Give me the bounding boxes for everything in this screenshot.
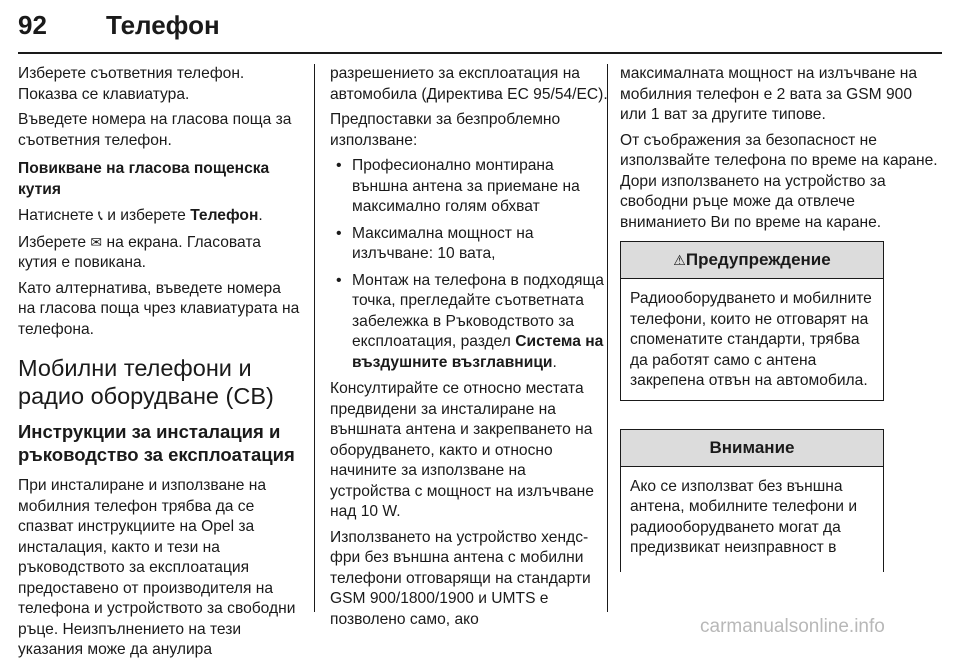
section-heading: Мобилни телефони и радио оборудване (CB) [18, 355, 274, 409]
paragraph: От съображения за безопасност не използвайте телефона по време на каране. Дори използването на устройство за свободни ръце може да отвлече вниманието Ви по време на каране. [620, 131, 938, 231]
caution-box [620, 429, 884, 572]
paragraph: Изберете ✉︎ на екрана. Гласовата кутия е повикана. [18, 233, 261, 271]
warning-box [620, 241, 884, 401]
header-rule [18, 52, 942, 54]
page-header [18, 4, 942, 56]
paragraph: разрешението за експлоатация на автомобила (Директива ЕС 95/54/ЕС). [330, 65, 608, 103]
paragraph: Използването на устройство хендс-фри без външна антена с мобилни телефони отговарящи на стандарти GSM 900/1800/1900 и UMTS е позволено само, ако [330, 528, 591, 628]
list-item: • Професионално монтирана външна антена за приемане на максимално голям обхват [330, 156, 610, 218]
warning-header: ⚠︎Предупреждение [621, 242, 883, 279]
column-divider [314, 64, 315, 612]
paragraph: Натиснете 📞︎ и изберете Телефон. [18, 207, 263, 224]
paragraph: Консултирайте се относно местата предвидени за инсталиране на външната антена и закрепването на оборудването, както и относно начините за използване на устройства с мощност на излъчване над 10 W. [330, 380, 594, 520]
list-item: • Монтаж на телефона в подходяща точка, прегледайте съответната забележка в Ръководството за експлоатация, раздел Система на въздушните възглавници. [330, 271, 610, 374]
warning-text: Радиооборудването и мобилните телефони, които не отговарят на споменатите стандарти, трябва да работят само с антена закрепена отвън на автомобила. [630, 290, 872, 389]
watermark: carmanualsonline.info [700, 616, 885, 637]
paragraph: При инсталиране и използване на мобилния телефон трябва да се спазват инструкциите на Opel за инсталация, както и тези на ръководството за експлоатация предоставено от производителя на телефона и устройството за свободни ръце. Неизпълнението на тези указания може да анулира [18, 477, 296, 658]
warning-triangle-icon: ⚠︎ [673, 252, 686, 268]
column-right [620, 64, 942, 572]
subheading-voicemail: Повикване на гласова пощенска кутия [18, 160, 270, 198]
phone-key-icon: 📞︎ [97, 207, 103, 223]
page-number: 92 [18, 10, 47, 40]
paragraph: Изберете съответния телефон. Показва се клавиатура. [18, 65, 245, 103]
page-title: Телефон [106, 10, 220, 40]
paragraph: Като алтернатива, въведете номера на гласова поща чрез клавиатурата на телефона. [18, 279, 300, 338]
column-middle [330, 64, 610, 635]
caution-header: Внимание [621, 430, 883, 467]
requirements-list [330, 156, 610, 373]
subsection-heading: Инструкции за инсталация и ръководство за експлоатация [18, 421, 295, 465]
paragraph: Въведете номера на гласова поща за съответния телефон. [18, 111, 292, 149]
caution-text: Ако се използват без външна антена, мобилните телефони и радиооборудването могат да предизвикат неизправност в [630, 477, 858, 556]
list-item: • Максимална мощност на излъчване: 10 вата, [330, 224, 610, 265]
paragraph: максималната мощност на излъчване на мобилния телефон е 2 вата за GSM 900 или 1 ват за другите типове. [620, 65, 918, 123]
paragraph: Предпоставки за безпроблемно използване: [330, 111, 561, 149]
voicemail-icon: ✉︎ [90, 233, 103, 250]
column-left [18, 64, 300, 666]
